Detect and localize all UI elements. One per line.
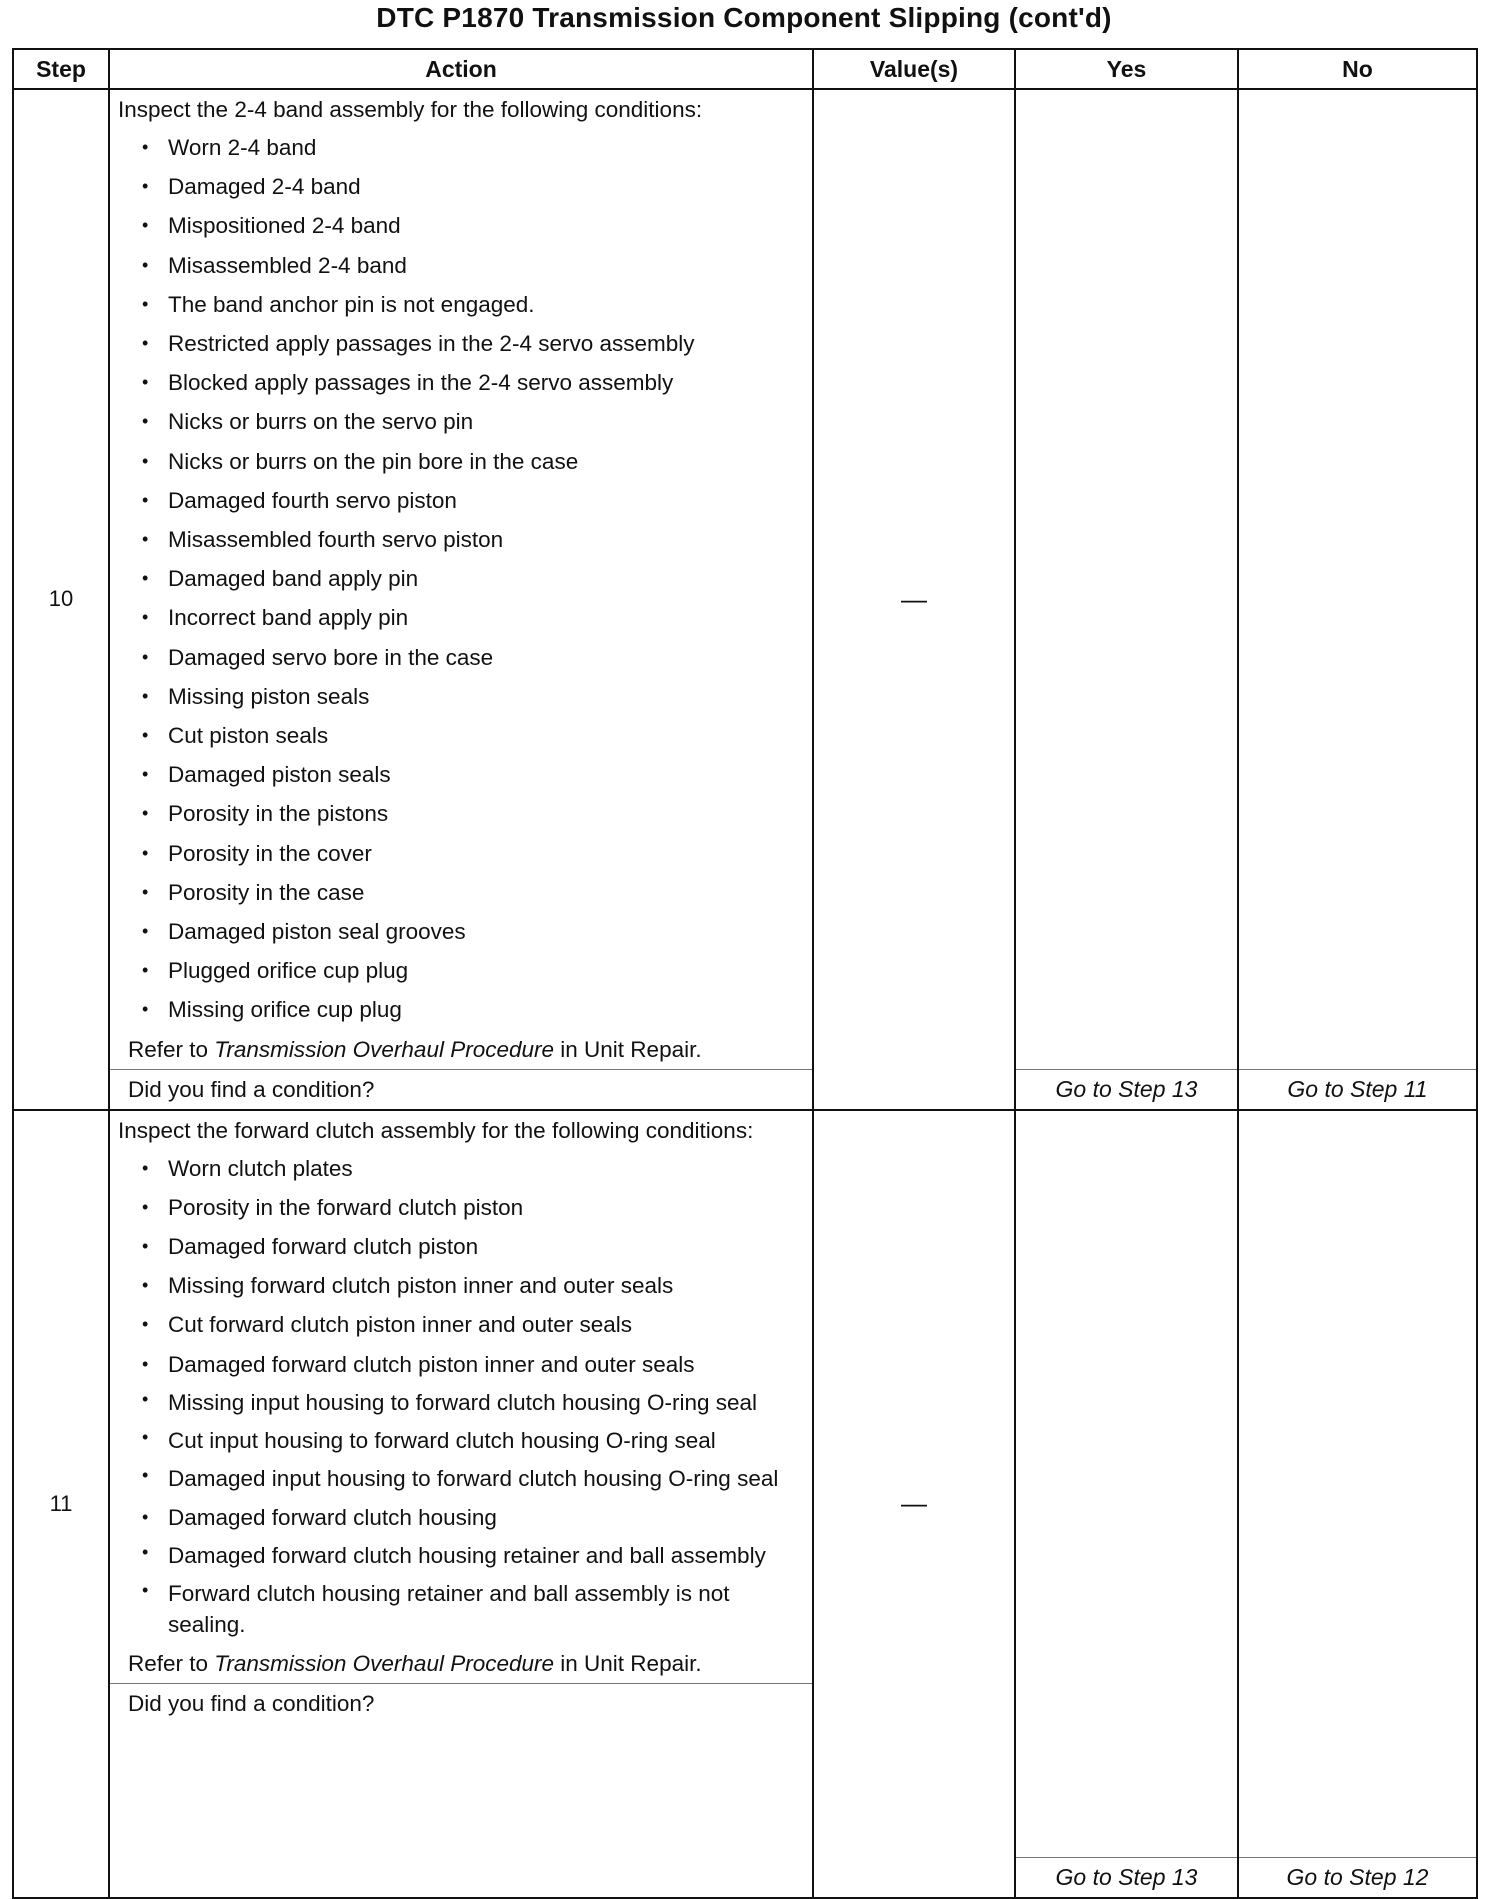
- condition-item: • Porosity in the case: [168, 873, 812, 912]
- yes-cell: [1015, 89, 1238, 1110]
- value-cell: —: [813, 1110, 1015, 1898]
- table-row-step-11: [13, 1110, 1477, 1898]
- condition-item: • Forward clutch housing retainer and ball assembly is not sealing.: [168, 1575, 812, 1644]
- no-cell: [1238, 89, 1477, 1110]
- value-cell: —: [813, 89, 1015, 1110]
- condition-item: • Damaged piston seal grooves: [168, 912, 812, 951]
- condition-item: • Damaged 2-4 band: [168, 167, 812, 206]
- action-intro: Inspect the forward clutch assembly for the following conditions:: [118, 1117, 754, 1143]
- condition-item: • Missing orifice cup plug: [168, 990, 812, 1029]
- condition-item: • Misassembled 2-4 band: [168, 246, 812, 285]
- refer-note: [110, 1644, 812, 1683]
- table-header-row: [13, 49, 1477, 89]
- yes-cell: [1015, 1110, 1238, 1898]
- condition-item: • The band anchor pin is not engaged.: [168, 285, 812, 324]
- condition-item: • Misassembled fourth servo piston: [168, 520, 812, 559]
- action-question: Did you find a condition?: [110, 1069, 812, 1109]
- condition-item: • Damaged piston seals: [168, 755, 812, 794]
- condition-item: • Damaged forward clutch piston: [168, 1227, 812, 1266]
- condition-item: • Blocked apply passages in the 2-4 servo assembly: [168, 363, 812, 402]
- condition-item: • Damaged input housing to forward clutch housing O-ring seal: [168, 1460, 812, 1498]
- header-values: Value(s): [813, 49, 1015, 89]
- yes-goto: Go to Step 13: [1016, 1857, 1237, 1897]
- condition-item: • Cut input housing to forward clutch housing O-ring seal: [168, 1422, 812, 1460]
- condition-item: • Missing piston seals: [168, 677, 812, 716]
- condition-item: • Damaged fourth servo piston: [168, 481, 812, 520]
- condition-item: • Missing input housing to forward clutch housing O-ring seal: [168, 1384, 812, 1422]
- action-cell: [109, 1110, 813, 1898]
- header-step: Step: [13, 49, 109, 89]
- condition-item: • Damaged forward clutch housing retainer and ball assembly: [168, 1537, 812, 1575]
- refer-procedure: Transmission Overhaul Procedure: [214, 1651, 555, 1677]
- condition-item: • Nicks or burrs on the pin bore in the case: [168, 442, 812, 481]
- condition-item: • Damaged forward clutch housing: [168, 1498, 812, 1537]
- condition-list: [110, 128, 812, 1030]
- condition-list: [110, 1149, 812, 1644]
- condition-item: • Damaged band apply pin: [168, 559, 812, 598]
- condition-item: • Nicks or burrs on the servo pin: [168, 402, 812, 441]
- condition-item: • Cut piston seals: [168, 716, 812, 755]
- step-number: 10: [13, 89, 109, 1110]
- refer-prefix: Refer to: [128, 1036, 215, 1062]
- no-cell: [1238, 1110, 1477, 1898]
- action-question: Did you find a condition?: [110, 1683, 812, 1723]
- action-intro: Inspect the 2-4 band assembly for the following conditions:: [118, 97, 703, 122]
- header-yes: Yes: [1015, 49, 1238, 89]
- condition-item: • Damaged forward clutch piston inner and outer seals: [168, 1345, 812, 1384]
- step-number: 11: [13, 1110, 109, 1898]
- condition-item: • Incorrect band apply pin: [168, 598, 812, 637]
- no-goto: Go to Step 12: [1239, 1857, 1476, 1897]
- refer-prefix: Refer to: [128, 1651, 215, 1677]
- condition-item: • Porosity in the pistons: [168, 794, 812, 833]
- refer-procedure: Transmission Overhaul Procedure: [214, 1036, 555, 1062]
- header-no: No: [1238, 49, 1477, 89]
- condition-item: • Cut forward clutch piston inner and outer seals: [168, 1305, 812, 1344]
- page-title: DTC P1870 Transmission Component Slipping (cont'd): [376, 2, 1112, 33]
- condition-item: • Porosity in the cover: [168, 834, 812, 873]
- condition-item: • Porosity in the forward clutch piston: [168, 1188, 812, 1227]
- table-row-step-10: [13, 89, 1477, 1110]
- diagnostic-table: [12, 48, 1478, 1899]
- refer-suffix: in Unit Repair.: [554, 1651, 702, 1677]
- action-cell: [109, 89, 813, 1110]
- condition-item: • Plugged orifice cup plug: [168, 951, 812, 990]
- condition-item: • Restricted apply passages in the 2-4 servo assembly: [168, 324, 812, 363]
- condition-item: • Worn clutch plates: [168, 1149, 812, 1188]
- condition-item: • Missing forward clutch piston inner and outer seals: [168, 1266, 812, 1305]
- header-action: Action: [109, 49, 813, 89]
- no-goto: Go to Step 11: [1239, 1069, 1476, 1109]
- refer-note: [110, 1030, 812, 1069]
- condition-item: • Worn 2-4 band: [168, 128, 812, 167]
- refer-suffix: in Unit Repair.: [554, 1036, 702, 1062]
- yes-goto: Go to Step 13: [1016, 1069, 1237, 1109]
- condition-item: • Mispositioned 2-4 band: [168, 206, 812, 245]
- condition-item: • Damaged servo bore in the case: [168, 638, 812, 677]
